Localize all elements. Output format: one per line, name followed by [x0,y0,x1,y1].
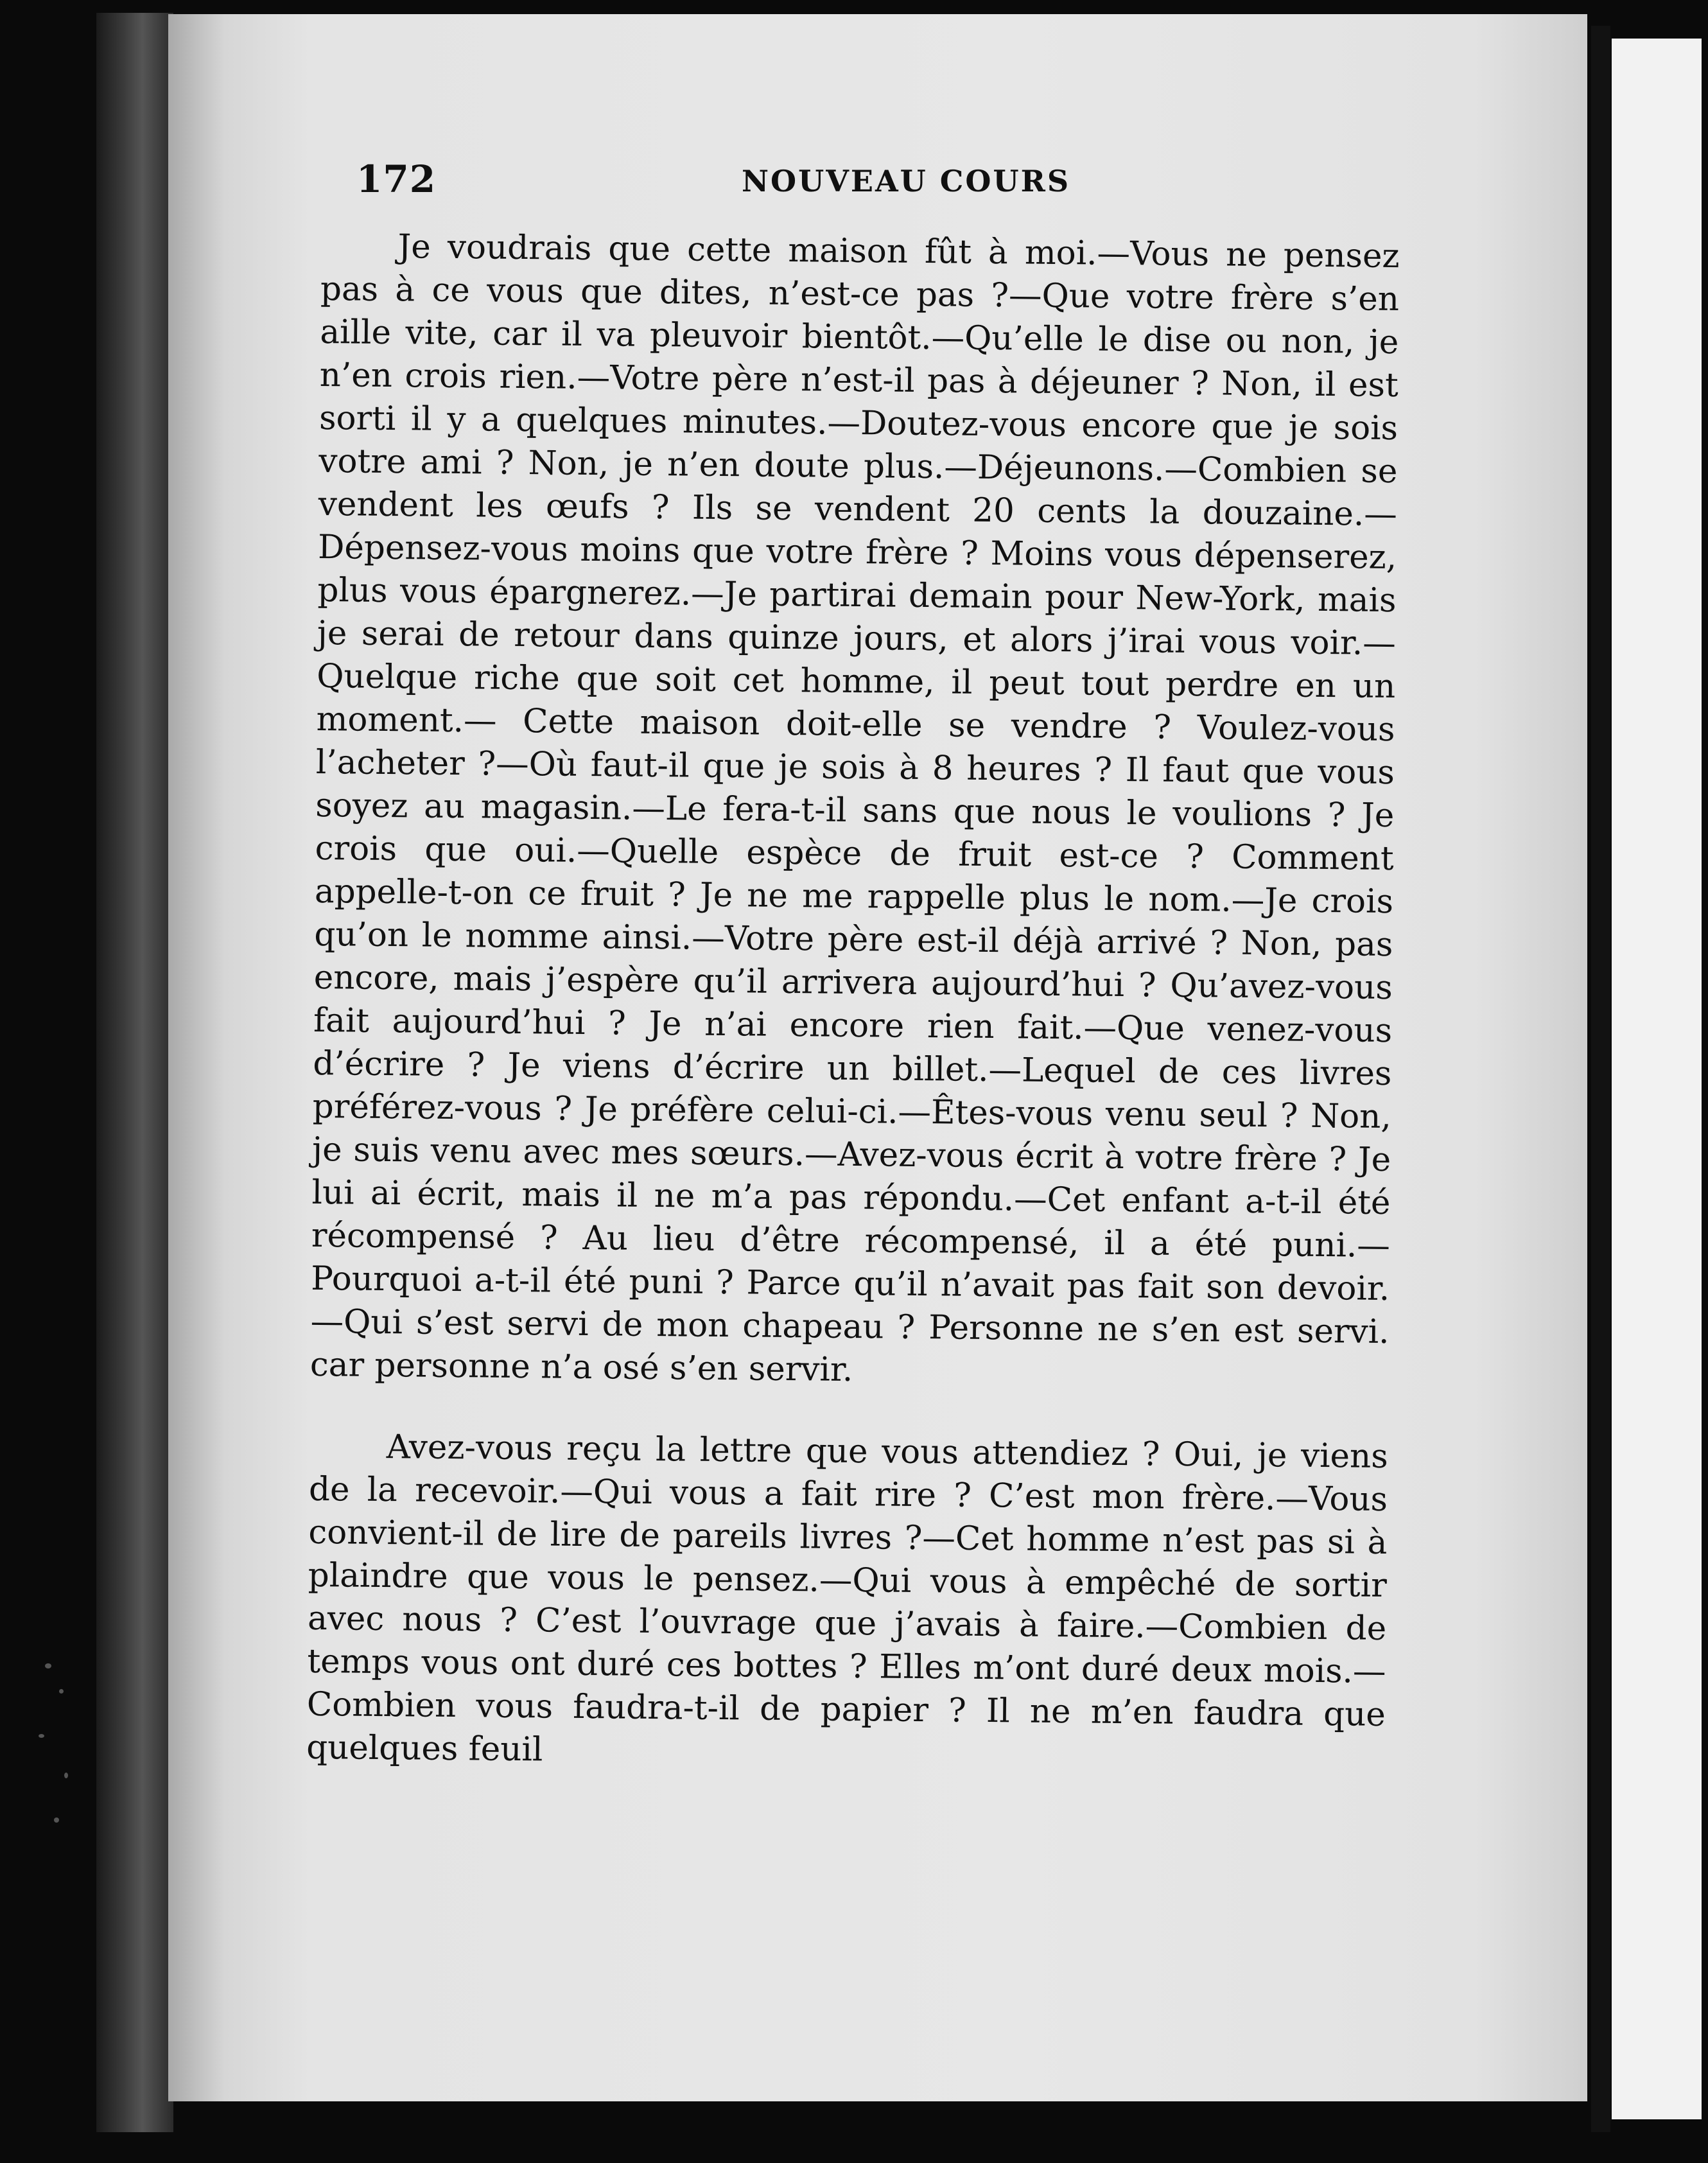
book-spine [96,13,173,2132]
paragraph-exercise-1: Je voudrais que cette maison fût à moi.—Vous ne pensez pas à ce vous que dites, n’est-ce pas ?—Que votre frère s’en aille vite, car il va pleuvoir bientôt.—Qu’elle le dise ou non, je n’en crois rien.—Votre père n’est-il pas à déjeuner ? Non, il est sorti il y a quelques minutes.—Doutez-vous encore que je sois votre ami ? Non, je n’en doute plus.—Déjeunons.—Combien se vendent les œufs ? Ils se vendent 20 cents la douzaine.—Dépensez-vous moins que votre frère ? Moins vous dépenserez, plus vous épargnerez.—Je partirai demain pour New-York, mais je serai de retour dans quinze jours, et alors j’irai vous voir.—Quelque riche que soit cet homme, il peut tout perdre en un moment.— Cette maison doit-elle se vendre ? Voulez-vous l’acheter ?—Où faut-il que je sois à 8 heures ? Il faut que vous soyez au magasin.—Le fera-t-il sans que nous le voulions ? Je crois que oui.—Quelle espèce de fruit est-ce ? Comment appelle-t-on ce fruit ? Je ne me rappelle plus le nom.—Je crois qu’on le nomme ainsi.—Votre père est-il déjà arrivé ? Non, pas encore, mais j’espère qu’il arrivera aujourd’hui ? Qu’avez-vous fait aujourd’hui ? Je n’ai encore rien fait.—Que venez-vous d’écrire ? Je viens d’écrire un billet.—Lequel de ces livres préférez-vous ? Je préfère celui-ci.—Êtes-vous venu seul ? Non, je suis venu avec mes sœurs.—Avez-vous écrit à votre frère ? Je lui ai écrit, mais il ne m’a pas répondu.—Cet enfant a-t-il été récompensé ? Au lieu d’être récompensé, il a été puni.—Pourquoi a-t-il été puni ? Parce qu’il n’avait pas fait son devoir.—Qui s’est servi de mon chapeau ? Personne ne s’en est servi. car personne n’a osé s’en servir. [309,227,1400,1390]
scan-speck [59,1689,64,1694]
facing-page-edge [1612,39,1702,2119]
scan-speck [64,1773,68,1778]
gutter-shadow [1591,26,1610,2132]
running-header [356,157,1409,202]
running-title: NOUVEAU COURS [742,164,1071,198]
scan-speck [39,1734,44,1738]
paragraph-exercise-2: Avez-vous reçu la lettre que vous attendiez ? Oui, je viens de la recevoir.—Qui vous a fait rire ? C’est mon frère.—Vous convient-il de lire de pareils livres ?—Cet homme n’est pas si à plaindre que vous le pensez.—Qui vous à empêché de sortir avec nous ? C’est l’ouvrage que j’avais à faire.—Combien de temps vous ont duré ces bottes ? Elles m’ont duré deux mois.—Combien vous faudra-t-il de papier ? Il ne m’en faudra que quelques feuil [306,1428,1388,1769]
page-number: 172 [356,157,437,201]
scan-speck [54,1817,59,1823]
page-body [306,225,1400,1780]
scan-speck [45,1663,51,1668]
